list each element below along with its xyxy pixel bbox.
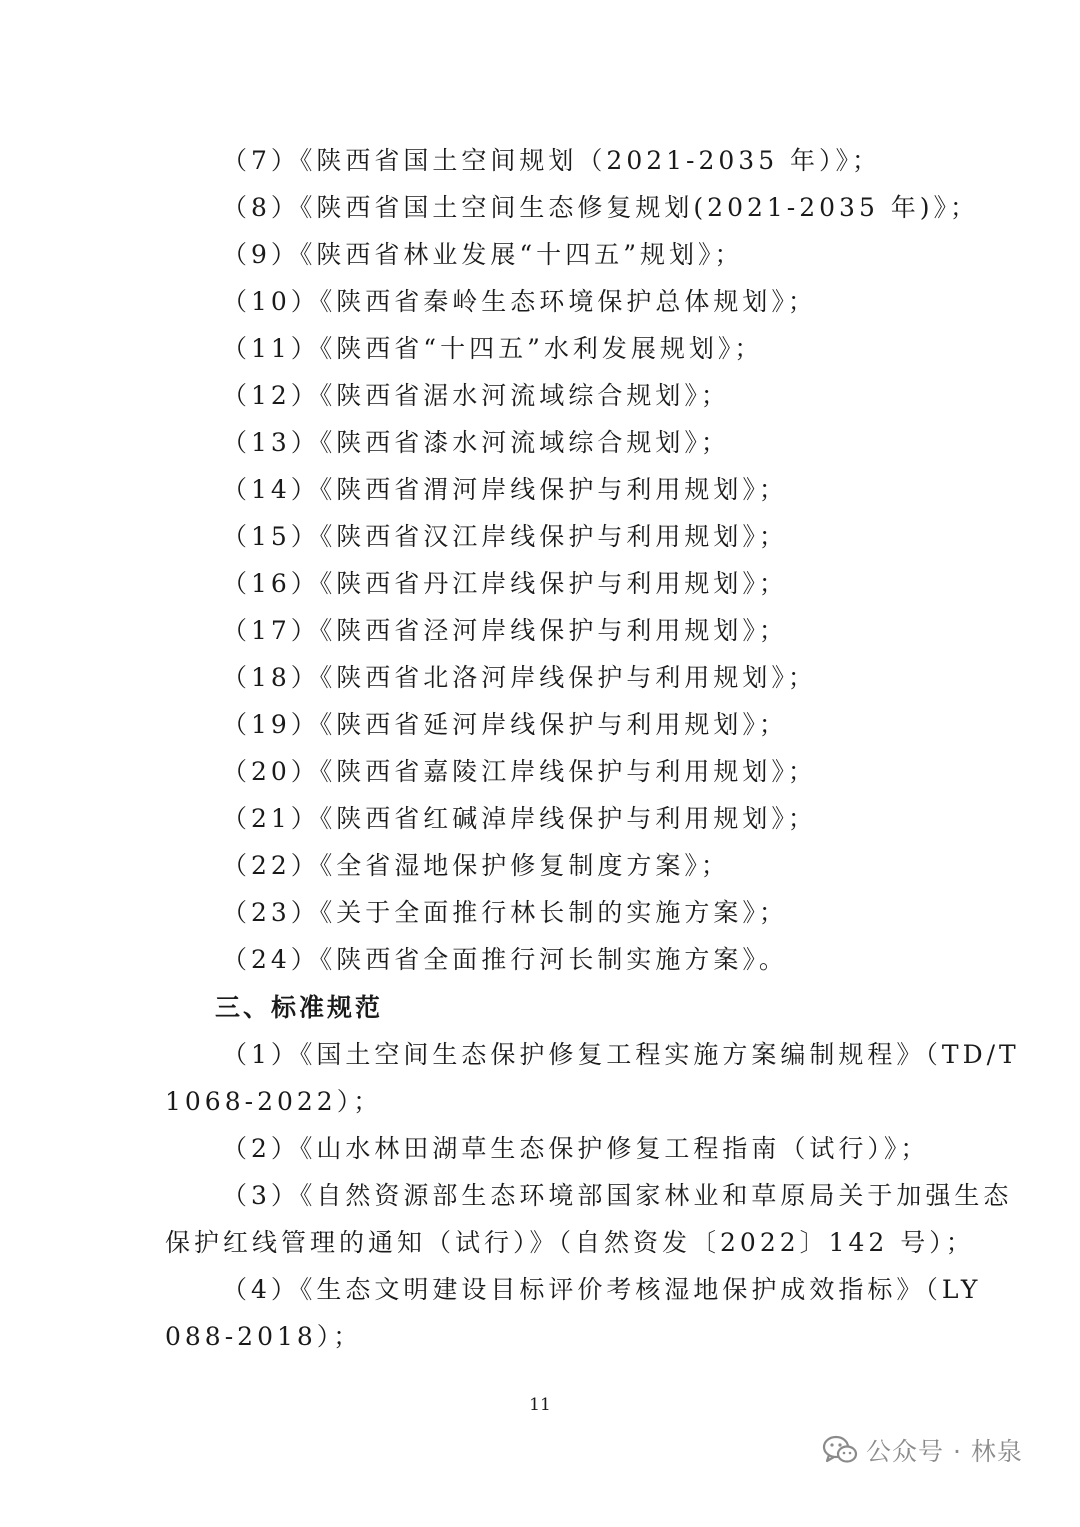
list-item: （10）《陕西省秦岭生态环境保护总体规划》； [222,287,817,316]
standard-item: （1）《国土空间生态保护修复工程实施方案编制规程》（TD/T [222,1040,1020,1069]
list-item: （13）《陕西省漆水河流域综合规划》； [222,428,730,457]
list-item: （15）《陕西省汉江岸线保护与利用规划》； [222,522,788,551]
standard-item-continuation: 保护红线管理的通知（试行）》（自然资发〔2022〕142 号）； [165,1228,975,1257]
standard-item-continuation: 1068-2022）； [165,1087,383,1116]
standard-item-continuation: 088-2018）； [165,1322,363,1351]
page-number: 11 [529,1395,551,1415]
list-item: （14）《陕西省渭河岸线保护与利用规划》； [222,475,788,504]
wechat-icon [822,1435,858,1465]
watermark-text: 公众号 · 林泉 [866,1437,1023,1466]
list-item: （7）《陕西省国土空间规划（2021-2035 年）》； [222,146,882,175]
list-item: （18）《陕西省北洛河岸线保护与利用规划》； [222,663,817,692]
list-item: （21）《陕西省红碱淖岸线保护与利用规划》； [222,804,817,833]
list-item: （24）《陕西省全面推行河长制实施方案》。 [222,945,788,974]
standard-item: （2）《山水林田湖草生态保护修复工程指南（试行）》； [222,1134,930,1163]
list-item: （9）《陕西省林业发展“十四五”规划》； [222,240,744,269]
section-heading: 三、标准规范 [215,993,384,1022]
list-item: （16）《陕西省丹江岸线保护与利用规划》； [222,569,788,598]
list-item: （11）《陕西省“十四五”水利发展规划》； [222,334,764,363]
list-item: （8）《陕西省国土空间生态修复规划(2021-2035 年)》； [222,193,980,222]
watermark [822,1428,1023,1472]
standard-item: （4）《生态文明建设目标评价考核湿地保护成效指标》（LY [222,1275,982,1304]
list-item: （22）《全省湿地保护修复制度方案》； [222,851,730,880]
standard-item: （3）《自然资源部生态环境部国家林业和草原局关于加强生态 [222,1181,1013,1210]
list-item: （20）《陕西省嘉陵江岸线保护与利用规划》； [222,757,817,786]
list-item: （23）《关于全面推行林长制的实施方案》； [222,898,788,927]
list-item: （12）《陕西省涺水河流域综合规划》； [222,381,730,410]
list-item: （17）《陕西省泾河岸线保护与利用规划》； [222,616,788,645]
list-item: （19）《陕西省延河岸线保护与利用规划》； [222,710,788,739]
